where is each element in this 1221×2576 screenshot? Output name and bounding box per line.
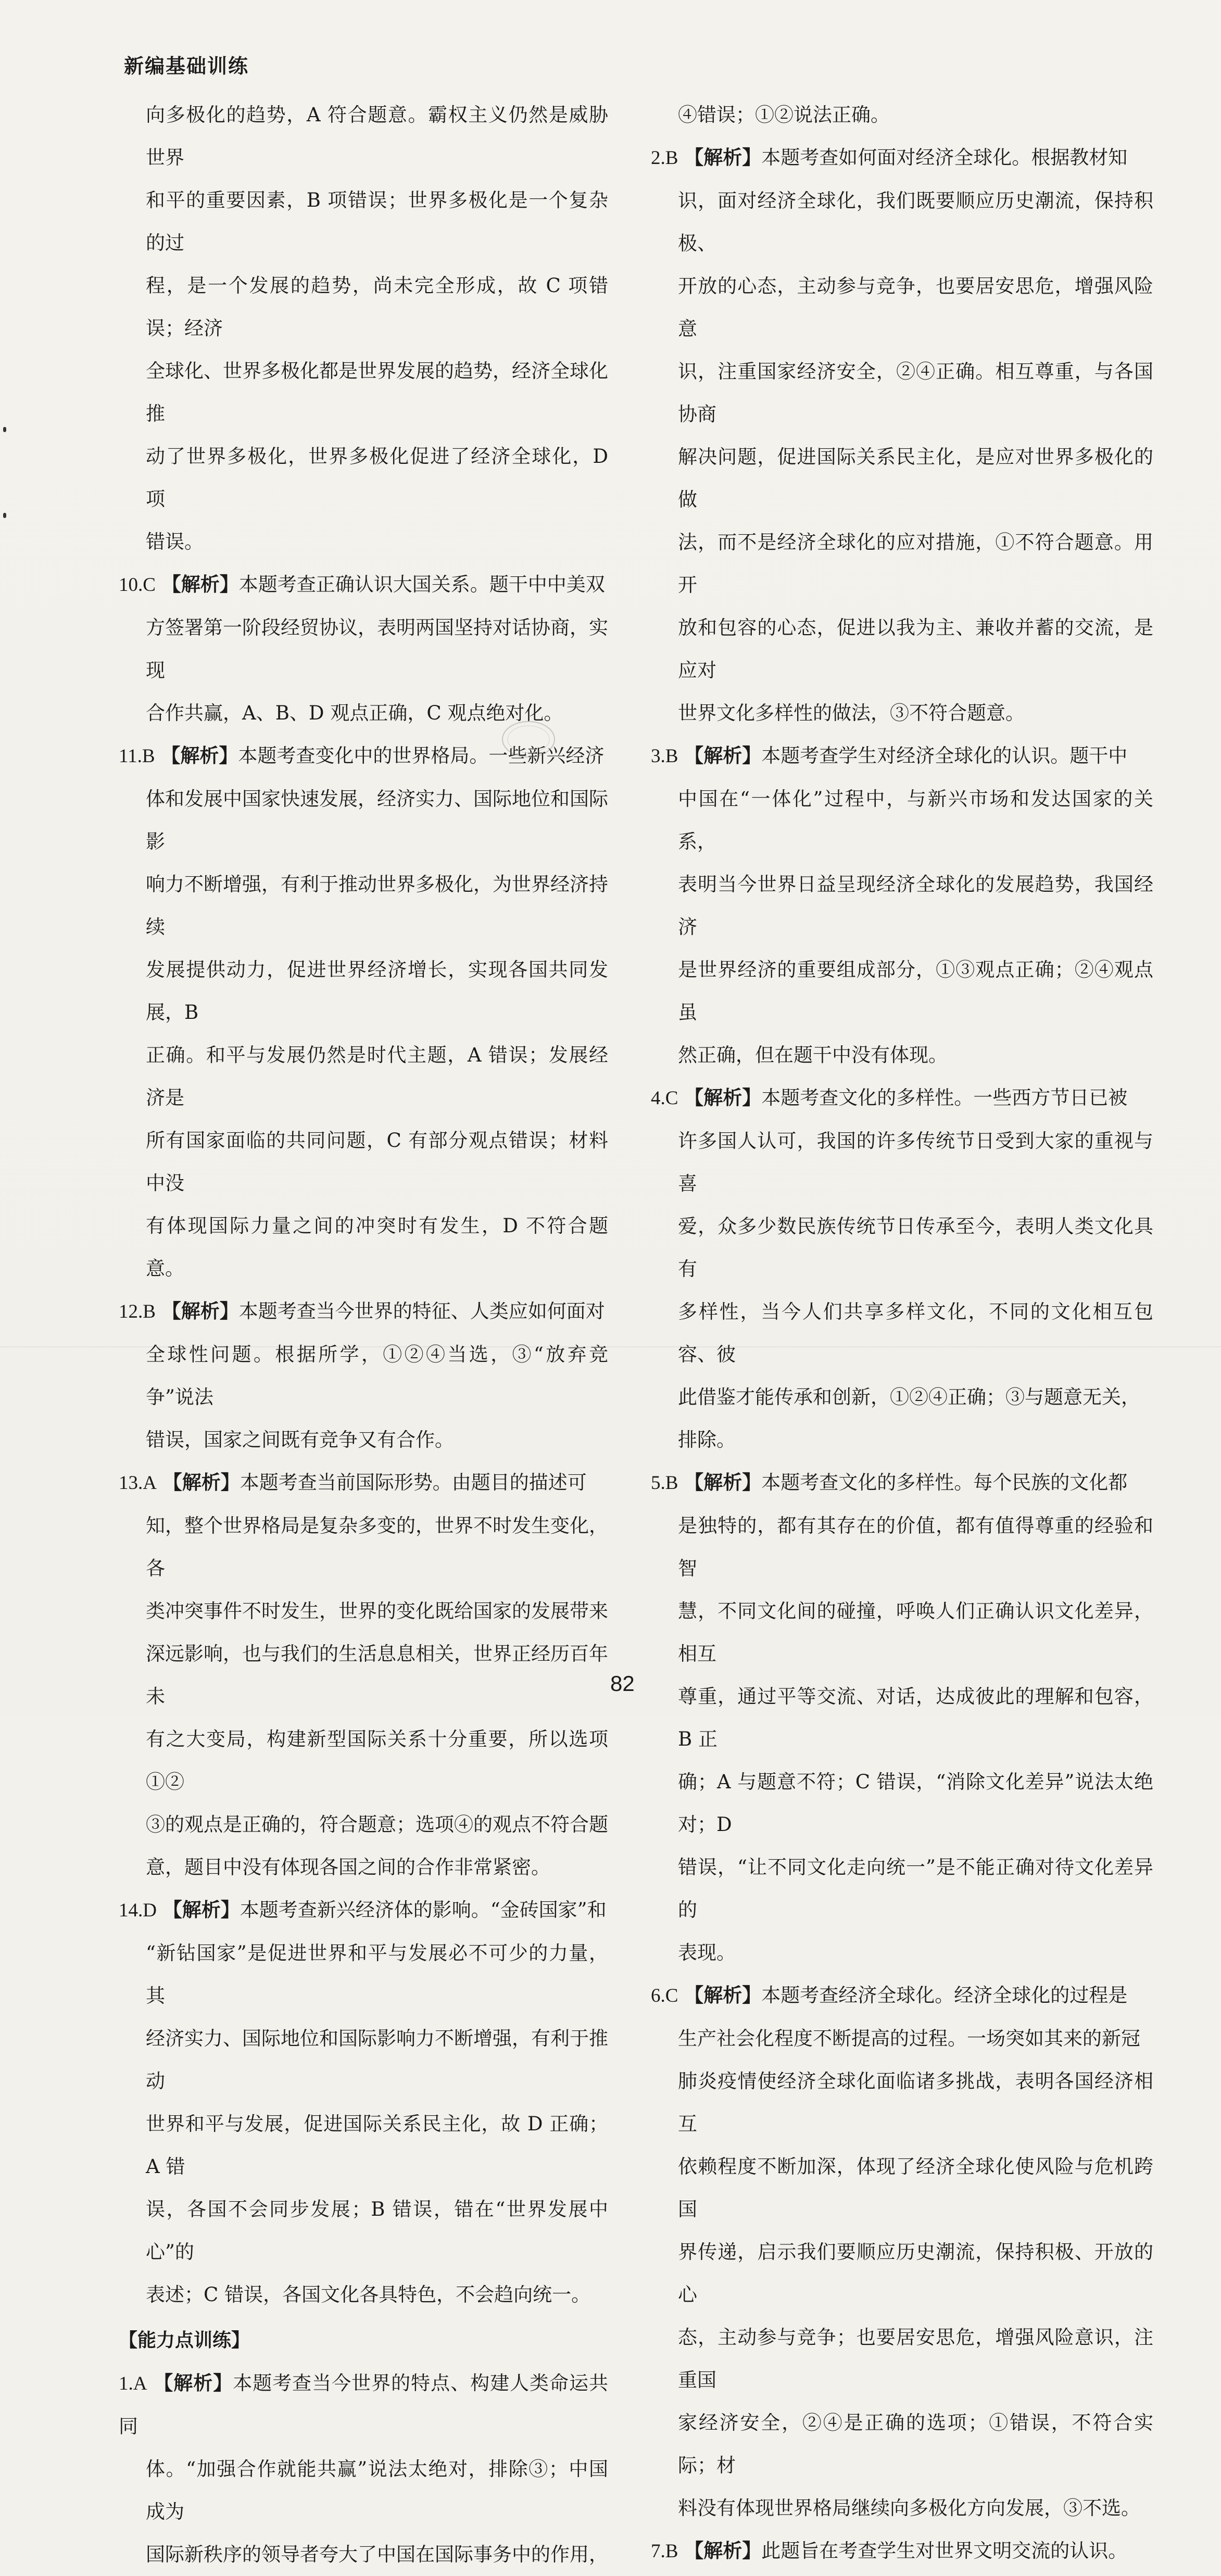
- scan-edge-mark: [3, 513, 6, 518]
- answer-item: [119, 735, 608, 1290]
- answer-text: 本题考查变化中的世界格局。一些新兴经济: [238, 744, 605, 767]
- answer-number: 10.C: [119, 574, 156, 596]
- answer-text: 本题考查正确认识大国关系。题干中中美双: [238, 573, 605, 596]
- analysis-tag: 【解析】: [161, 744, 238, 767]
- answer-first-line: [651, 2530, 1153, 2573]
- header-title: 新编基础训练: [124, 55, 249, 78]
- answer-line: ③的观点是正确的，符合题意；选项④的观点不符合题: [146, 1813, 608, 1836]
- answer-first-line: [119, 1889, 608, 1932]
- continuation-line: ④错误；①②说法正确。: [678, 104, 890, 126]
- answer-item: [651, 1974, 1153, 2530]
- answer-line: “新钻国家”是促进世界和平与发展必不可少的力量，其: [146, 1942, 608, 2007]
- answer-line: 体和发展中国家快速发展，经济实力、国际地位和国际影: [146, 788, 608, 853]
- answer-number: 5.B: [651, 1472, 678, 1494]
- answer-first-line: [119, 563, 608, 607]
- answer-number: 6.C: [651, 1985, 678, 2006]
- answer-line: 知，整个世界格局是复杂多变的，世界不时发生变化，各: [146, 1514, 608, 1580]
- answer-line: 国际新秩序的领导者夸大了中国在国际事务中的作用，: [146, 2543, 608, 2566]
- answer-number: 4.C: [651, 1088, 678, 1109]
- answer-line: 错误，“让不同文化走向统一”是不能正确对待文化差异的: [678, 1856, 1153, 1921]
- continuation-line: 和平的重要因素，B 项错误；世界多极化是一个复杂的过: [146, 189, 608, 254]
- answer-number: 11.B: [119, 746, 155, 767]
- answer-line: 依赖程度不断加深，体现了经济全球化使风险与危机跨国: [678, 2155, 1153, 2220]
- answer-text: 此题旨在考查学生对世界文明交流的认识。: [761, 2540, 1128, 2562]
- answer-first-line: [119, 1461, 608, 1505]
- answer-line: 确；A 与题意不符；C 错误，“消除文化差异”说法太绝对；D: [678, 1771, 1153, 1836]
- answer-item: [119, 1889, 608, 2316]
- answer-first-line: [119, 1290, 608, 1333]
- answer-line: 类冲突事件不时发生，世界的变化既给国家的发展带来: [146, 1600, 608, 1622]
- continuation-line: 错误。: [146, 531, 204, 553]
- answer-first-line: [651, 1461, 1153, 1505]
- answer-line: 开放的心态，主动参与竞争，也要居安思危，增强风险意: [678, 275, 1153, 340]
- continuation-line: 全球化、世界多极化都是世界发展的趋势，经济全球化推: [146, 360, 608, 425]
- page-number: 82: [610, 1671, 635, 1696]
- answer-item: [119, 1461, 608, 1889]
- continuation-line: 程，是一个发展的趋势，尚未完全形成，故 C 项错误；经济: [146, 274, 608, 339]
- answer-line: 是独特的，都有其存在的价值，都有值得尊重的经验和智: [678, 1514, 1153, 1580]
- analysis-tag: 【解析】: [684, 1471, 762, 1494]
- analysis-tag: 【解析】: [684, 146, 762, 169]
- answer-text: 本题考查文化的多样性。每个民族的文化都: [761, 1471, 1128, 1494]
- answer-line: 表现。: [678, 1941, 736, 1964]
- answer-line: 此借鉴才能传承和创新，①②④正确；③与题意无关，: [678, 1386, 1140, 1408]
- answer-first-line: [651, 1077, 1153, 1120]
- answer-text: 本题考查当今世界的特点、构建人类命运共同: [119, 2372, 609, 2438]
- analysis-tag: 【解析】: [684, 1984, 762, 2006]
- answer-line: 中国在“一体化”过程中，与新兴市场和发达国家的关系，: [678, 788, 1153, 853]
- answer-line: 世界文化多样性的做法，③不符合题意。: [678, 702, 1025, 724]
- answer-number: 14.D: [119, 1900, 157, 1921]
- answer-text: 本题考查新兴经济体的影响。“金砖国家”和: [240, 1899, 607, 1921]
- answer-first-line: [651, 735, 1153, 778]
- answer-line: 家经济安全，②④是正确的选项；①错误，不符合实际；材: [678, 2411, 1153, 2477]
- answer-item: [119, 2362, 608, 2576]
- answer-line: 界传递，启示我们要顺应历史潮流，保持积极、开放的心: [678, 2241, 1153, 2306]
- answer-line: 经济实力、国际地位和国际影响力不断增强，有利于推动: [146, 2027, 608, 2092]
- analysis-tag: 【解析】: [684, 1087, 762, 1109]
- answer-item: [119, 1290, 608, 1461]
- answer-line: 误，各国不会同步发展；B 错误，错在“世界发展中心”的: [146, 2198, 608, 2263]
- answer-line: 许多国人认可，我国的许多传统节日受到大家的重视与喜: [678, 1130, 1153, 1195]
- answer-text: 本题考查当今世界的特征、人类应如何面对: [238, 1300, 605, 1322]
- analysis-tag: 【解析】: [154, 2372, 233, 2394]
- answer-line: 肺炎疫情使经济全球化面临诸多挑战，表明各国经济相互: [678, 2070, 1153, 2135]
- continuation-line: 向多极化的趋势，A 符合题意。霸权主义仍然是威胁世界: [146, 104, 608, 169]
- answer-line: 慧，不同文化间的碰撞，呼唤人们正确认识文化差异，相互: [678, 1600, 1153, 1665]
- answer-line: 然正确，但在题干中没有体现。: [678, 1044, 948, 1066]
- answer-number: 7.B: [651, 2541, 678, 2562]
- answer-line: 表明当今世界日益呈现经济全球化的发展趋势，我国经济: [678, 873, 1153, 938]
- answer-number: 2.B: [651, 147, 678, 169]
- analysis-tag: 【解析】: [684, 2540, 762, 2562]
- scan-edge-mark: [3, 427, 6, 432]
- answer-line: 深远影响，也与我们的生活息息相关，世界正经历百年未: [146, 1643, 608, 1708]
- answer-item: [651, 1077, 1153, 1461]
- answer-text: 本题考查学生对经济全球化的认识。题干中: [761, 744, 1128, 767]
- answer-number: 3.B: [651, 746, 678, 767]
- answer-first-line: [119, 2362, 608, 2448]
- continuation-line: 动了世界多极化，世界多极化促进了经济全球化，D 项: [146, 445, 608, 510]
- answer-line: 世界和平与发展，促进国际关系民主化，故 D 正确；A 错: [146, 2113, 608, 2178]
- answer-number: 1.A: [119, 2373, 147, 2394]
- answer-line: 识，注重国家经济安全，②④正确。相互尊重，与各国协商: [678, 360, 1153, 425]
- analysis-tag: 【解析】: [684, 744, 762, 767]
- answer-line: 错误，国家之间既有竞争又有合作。: [146, 1429, 454, 1451]
- watermark-stamp: [500, 718, 557, 760]
- answer-item: [651, 735, 1153, 1077]
- answer-line: 解决问题，促进国际关系民主化，是应对世界多极化的做: [678, 446, 1153, 511]
- left-column: [119, 94, 608, 2576]
- answer-line: 排除。: [678, 1429, 736, 1451]
- answer-first-line: [651, 136, 1153, 180]
- answer-item: [651, 136, 1153, 735]
- answer-line: 有体现国际力量之间的冲突时有发生，D 不符合题意。: [146, 1215, 608, 1280]
- section-label: 【能力点训练】: [119, 2330, 250, 2351]
- answer-line: 响力不断增强，有利于推动世界多极化，为世界经济持续: [146, 873, 608, 938]
- answer-line: 是世界经济的重要组成部分，①③观点正确；②④观点虽: [678, 958, 1153, 1024]
- answer-item: [651, 1461, 1153, 1974]
- answer-line: 生产社会化程度不断提高的过程。一场突如其来的新冠: [678, 2027, 1140, 2050]
- answer-line: 表述；C 错误，各国文化各具特色，不会趋向统一。: [146, 2283, 591, 2306]
- answer-line: 方签署第一阶段经贸协议，表明两国坚持对话协商，实现: [146, 616, 608, 681]
- answer-item: [119, 563, 608, 735]
- answer-number: 13.A: [119, 1472, 157, 1494]
- analysis-tag: 【解析】: [162, 1471, 240, 1494]
- fold-line: [0, 1346, 1221, 1347]
- analysis-tag: 【解析】: [161, 573, 239, 596]
- answer-line: 放和包容的心态，促进以我为主、兼收并蓄的交流，是应对: [678, 616, 1153, 681]
- answer-line: 料没有体现世界格局继续向多极化方向发展，③不选。: [678, 2497, 1140, 2519]
- analysis-tag: 【解析】: [162, 1899, 240, 1921]
- answer-line: 尊重，通过平等交流、对话，达成彼此的理解和包容，B 正: [678, 1685, 1153, 1750]
- analysis-tag: 【解析】: [161, 1300, 239, 1322]
- answer-line: 体。“加强合作就能共赢”说法太绝对，排除③；中国成为: [146, 2458, 608, 2523]
- answer-line: 态，主动参与竞争；也要居安思危，增强风险意识，注重国: [678, 2326, 1153, 2391]
- answer-text: 本题考查当前国际形势。由题目的描述可: [240, 1471, 587, 1494]
- answer-line: 识，面对经济全球化，我们既要顺应历史潮流，保持积极、: [678, 190, 1153, 255]
- answer-line: 法，而不是经济全球化的应对措施，①不符合题意。用开: [678, 531, 1153, 596]
- answer-line: 爱，众多少数民族传统节日传承至今，表明人类文化具有: [678, 1215, 1153, 1280]
- answer-line: 全球性问题。根据所学，①②④当选，③“放弃竞争”说法: [146, 1343, 608, 1408]
- answer-line: 正确。和平与发展仍然是时代主题，A 错误；发展经济是: [146, 1044, 608, 1109]
- answer-item: [651, 2530, 1153, 2573]
- answer-number: 12.B: [119, 1301, 156, 1322]
- answer-line: 多样性，当今人们共享多样文化，不同的文化相互包容、彼: [678, 1300, 1153, 1366]
- answer-text: 本题考查如何面对经济全球化。根据教材知: [761, 146, 1128, 169]
- answer-line: 意，题目中没有体现各国之间的合作非常紧密。: [146, 1856, 550, 1878]
- answer-text: 本题考查文化的多样性。一些西方节日已被: [761, 1087, 1128, 1109]
- answer-first-line: [651, 1974, 1153, 2017]
- answer-line: 发展提供动力，促进世界经济增长，实现各国共同发展，B: [146, 958, 608, 1024]
- right-column: [651, 94, 1153, 2573]
- answer-line: 合作共赢，A、B、D 观点正确，C 观点绝对化。: [146, 702, 563, 724]
- answer-text: 本题考查经济全球化。经济全球化的过程是: [761, 1984, 1128, 2006]
- answer-line: 有之大变局，构建新型国际关系十分重要，所以选项①②: [146, 1728, 608, 1793]
- answer-line: 所有国家面临的共同问题，C 有部分观点错误；材料中没: [146, 1129, 608, 1194]
